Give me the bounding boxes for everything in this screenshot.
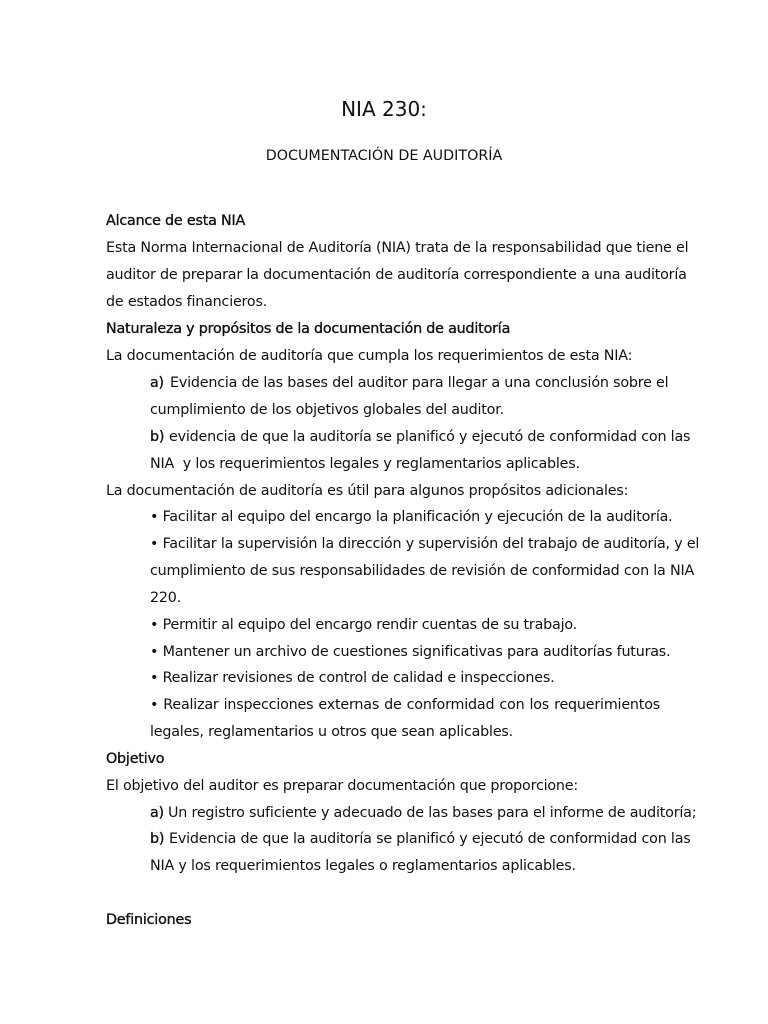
- paragraph-line: El objetivo del auditor es preparar documentación que proporcione:: [106, 778, 579, 794]
- bullet-line: 220.: [150, 590, 182, 606]
- paragraph-line: Esta Norma Internacional de Auditoría (NIA) trata de la responsabilidad que tiene el: [106, 240, 689, 256]
- section-heading-objetivo: Objetivo: [106, 751, 165, 767]
- document-title: NIA 230:: [341, 97, 427, 121]
- bullet-line: • Realizar revisiones de control de calidad e inspecciones.: [150, 670, 555, 686]
- bullet-line: • Realizar inspecciones externas de conformidad con los requerimientos: [150, 697, 660, 713]
- list-item-line: Evidencia de las bases del auditor para llegar a una conclusión sobre el: [170, 375, 669, 391]
- list-item-line: evidencia de que la auditoría se planificó y ejecutó de conformidad con las: [169, 429, 691, 445]
- list-item-line: Evidencia de que la auditoría se planificó y ejecutó de conformidad con las: [169, 831, 691, 847]
- list-marker-a: a): [150, 375, 164, 391]
- bullet-line: • Permitir al equipo del encargo rendir cuentas de su trabajo.: [150, 617, 578, 633]
- list-item-line: Un registro suficiente y adecuado de las bases para el informe de auditoría;: [168, 805, 697, 821]
- bullet-line: cumplimiento de sus responsabilidades de revisión de conformidad con la NIA: [150, 563, 695, 579]
- paragraph-line: auditor de preparar la documentación de auditoría correspondiente a una auditoría: [106, 267, 687, 283]
- document-subtitle: DOCUMENTACIÓN DE AUDITORÍA: [265, 148, 503, 164]
- list-item-line: NIA y los requerimientos legales o reglamentarios aplicables.: [150, 858, 576, 874]
- list-marker-b: b): [150, 429, 165, 445]
- list-item-line: cumplimiento de los objetivos globales del auditor.: [150, 402, 504, 418]
- paragraph-line: La documentación de auditoría es útil para algunos propósitos adicionales:: [106, 483, 629, 499]
- section-heading-naturaleza: Naturaleza y propósitos de la documentación de auditoría: [106, 321, 511, 337]
- list-marker-b: b): [150, 831, 165, 847]
- section-heading-alcance: Alcance de esta NIA: [106, 213, 246, 229]
- list-marker-a: a): [150, 805, 164, 821]
- paragraph-line: La documentación de auditoría que cumpla los requerimientos de esta NIA:: [106, 348, 633, 364]
- list-item-line: NIA y los requerimientos legales y reglamentarios aplicables.: [150, 456, 580, 472]
- bullet-line: • Mantener un archivo de cuestiones significativas para auditorías futuras.: [150, 644, 671, 660]
- bullet-line: legales, reglamentarios u otros que sean aplicables.: [150, 724, 514, 740]
- paragraph-line: de estados financieros.: [106, 294, 268, 310]
- bullet-line: • Facilitar la supervisión la dirección y supervisión del trabajo de auditoría, y el: [150, 536, 700, 552]
- section-heading-definiciones: Definiciones: [106, 912, 192, 928]
- bullet-line: • Facilitar al equipo del encargo la planificación y ejecución de la auditoría.: [150, 509, 673, 525]
